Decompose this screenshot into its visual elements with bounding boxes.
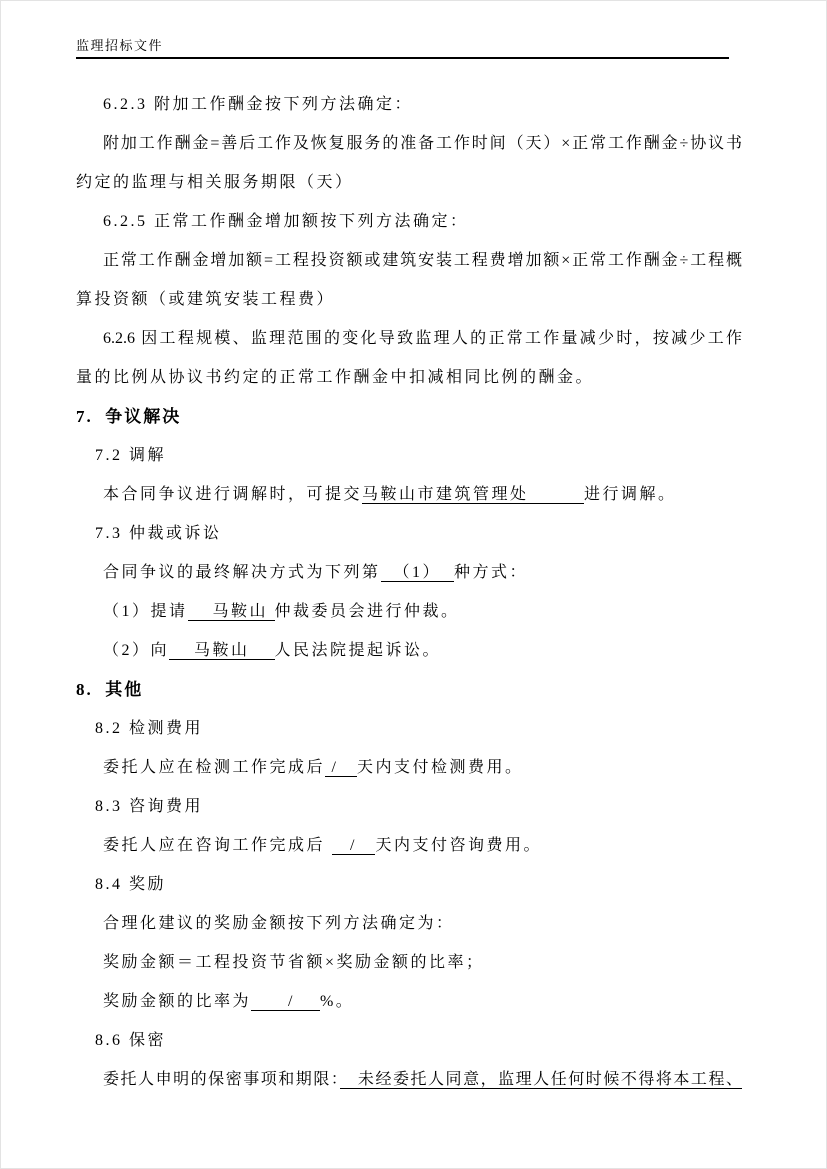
fill-in-blank: 马鞍山 — [187, 603, 275, 620]
text-run: 种方式： — [454, 564, 529, 581]
text-run: 奖励金额的比率为 — [103, 993, 252, 1010]
section-8-heading — [76, 670, 742, 709]
clause-8-6-text — [76, 1060, 742, 1099]
clause-6-2-6-text-cont — [76, 358, 742, 397]
text-run: 天内支付检测费用。 — [356, 759, 524, 776]
text-run: 天内支付咨询费用。 — [375, 837, 542, 854]
clause-7-2-text — [76, 475, 742, 514]
section-7-heading — [76, 397, 742, 436]
text-run: 8.4 奖励 — [95, 876, 167, 893]
clause-6-2-5-heading — [76, 202, 742, 241]
text-run: 8.2 检测费用 — [95, 720, 204, 737]
text-run: 8.6 保密 — [95, 1032, 167, 1049]
text-run: 正常工作酬金增加额=工程投资额或建筑安装工程费增加额×正常工作酬金÷工程概 — [103, 252, 742, 269]
clause-7-3-option-2 — [76, 631, 742, 670]
fill-in-blank: 马鞍山市建筑管理处 — [362, 486, 585, 503]
clause-8-2-text — [76, 748, 742, 787]
clause-7-2-heading — [95, 436, 742, 475]
text-run: 7. 争议解决 — [76, 407, 182, 426]
text-run: 合同争议的最终解决方式为下列第 — [103, 564, 381, 581]
text-run: 8. 其他 — [76, 680, 144, 699]
text-run: 人民法院提起诉讼。 — [274, 642, 442, 659]
formula-normal-fee-increase-cont — [76, 280, 742, 319]
text-run: 本合同争议进行调解时，可提交 — [103, 486, 363, 503]
fill-in-blank: 未经委托人同意，监理人任何时候不得将本工程、 — [340, 1071, 742, 1088]
header-title: 监理招标文件 — [76, 38, 164, 53]
clause-8-3-text — [76, 826, 742, 865]
clause-8-2-heading — [95, 709, 742, 748]
clause-7-3-heading — [95, 514, 742, 553]
clause-8-6-heading — [95, 1021, 742, 1060]
text-run: 7.2 调解 — [95, 447, 167, 464]
clause-8-4-ratio — [76, 982, 742, 1021]
clause-6-2-3-heading — [76, 85, 742, 124]
clause-8-3-heading — [95, 787, 742, 826]
text-run: 8.3 咨询费用 — [95, 798, 204, 815]
clause-8-4-formula — [76, 943, 742, 982]
text-run: （2）向 — [103, 642, 170, 659]
text-run: 量的比例从协议书约定的正常工作酬金中扣减相同比例的酬金。 — [76, 369, 595, 386]
fill-in-blank: / — [331, 837, 376, 854]
text-run: （1）提请 — [103, 603, 188, 620]
fill-in-blank: / — [325, 759, 357, 776]
text-run: 算投资额（或建筑安装工程费） — [76, 291, 336, 308]
document-body — [76, 85, 742, 1099]
clause-8-4-text — [76, 904, 742, 943]
text-run: 奖励金额＝工程投资节省额×奖励金额的比率； — [103, 954, 485, 971]
text-run: 委托人应在咨询工作完成后 — [103, 837, 332, 854]
clause-7-3-option-1 — [76, 592, 742, 631]
text-run: 附加工作酬金=善后工作及恢复服务的准备工作时间（天）×正常工作酬金÷协议书 — [103, 135, 742, 152]
clause-8-4-heading — [95, 865, 742, 904]
fill-in-blank: （1） — [380, 564, 455, 581]
text-run: 委托人应在检测工作完成后 — [103, 759, 326, 776]
text-run: 进行调解。 — [584, 486, 677, 503]
formula-additional-work-fee — [76, 124, 742, 163]
text-run: 6.2.6 因工程规模、监理范围的变化导致监理人的正常工作量减少时，按减少工作 — [103, 330, 742, 347]
formula-additional-work-fee-cont — [76, 163, 742, 202]
formula-normal-fee-increase — [76, 241, 742, 280]
text-run: 6.2.3 附加工作酬金按下列方法确定： — [103, 96, 414, 113]
fill-in-blank: / — [251, 993, 320, 1010]
fill-in-blank: 马鞍山 — [169, 642, 275, 659]
text-run: 6.2.5 正常工作酬金增加额按下列方法确定： — [103, 213, 469, 230]
text-run: %。 — [319, 993, 355, 1010]
clause-6-2-6-text — [76, 319, 742, 358]
text-run: 仲裁委员会进行仲裁。 — [274, 603, 460, 620]
page-header — [76, 37, 729, 59]
header-rule — [76, 57, 729, 59]
clause-7-3-text — [76, 553, 742, 592]
text-run: 约定的监理与相关服务期限（天） — [76, 174, 354, 191]
text-run: 委托人申明的保密事项和期限： — [103, 1071, 341, 1088]
text-run: 7.3 仲裁或诉讼 — [95, 525, 222, 542]
text-run: 合理化建议的奖励金额按下列方法确定为： — [103, 915, 455, 932]
